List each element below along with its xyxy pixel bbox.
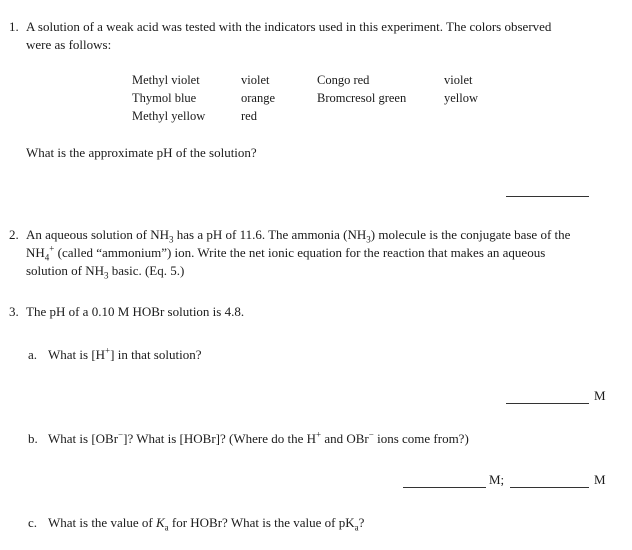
q3b-question: What is [OBr−]? What is [HOBr]? (Where do the H+ and OBr− ions come from?) [48,429,469,446]
q1-text-line2: were as follows: [26,37,112,52]
indicator-color: orange [241,91,276,105]
q1-text-line1: A solution of a weak acid was tested with the indicators used in this experiment. The colors observed [26,19,552,34]
q1-answer-line[interactable] [506,196,589,197]
q3b-label: b. [28,431,38,446]
q3c-question: What is the value of $K_a$ for HOBr? What is the value of $pK_a$? [48,515,365,533]
q3a-question: What is [H+] in that solution? [48,345,202,362]
q2-text-line2: $NH_4^+$ (called “ammonium”) ion. Write the net ionic equation for the reaction that makes an aqueous [26,243,546,263]
q3a-label: a. [28,347,38,362]
q3b-answer-line-1[interactable] [403,487,486,488]
q3b-unit-2: M [594,472,606,487]
q3b-unit-1: M; [489,472,505,487]
indicator-name: Congo red [317,73,370,87]
q3b-answer-line-2[interactable] [510,487,589,488]
indicator-name: Methyl yellow [132,109,206,123]
q3a-answer-line[interactable] [506,403,589,404]
q1-number: 1. [9,19,19,34]
q3a-unit: M [594,388,606,403]
indicator-name: Methyl violet [132,73,200,87]
indicator-name: Thymol blue [132,91,197,105]
indicator-color: violet [241,73,270,87]
indicator-color: red [241,109,257,123]
q3-number: 3. [9,304,19,319]
q2-text-line1: An aqueous solution of $NH_3$ has a pH of 11.6. The ammonia $(NH_3)$ molecule is the conjugate base of the [26,227,571,245]
indicator-color: yellow [444,91,479,105]
q2-text-line3: solution of $NH_3$ basic. (Eq. 5.) [26,263,185,281]
q3-text: The pH of a 0.10 M HOBr solution is 4.8. [26,304,245,319]
q3c-label: c. [28,515,38,530]
indicator-name: Bromcresol green [317,91,407,105]
q1-question: What is the approximate pH of the solution? [26,145,257,160]
indicator-color: violet [444,73,473,87]
q2-number: 2. [9,227,19,242]
